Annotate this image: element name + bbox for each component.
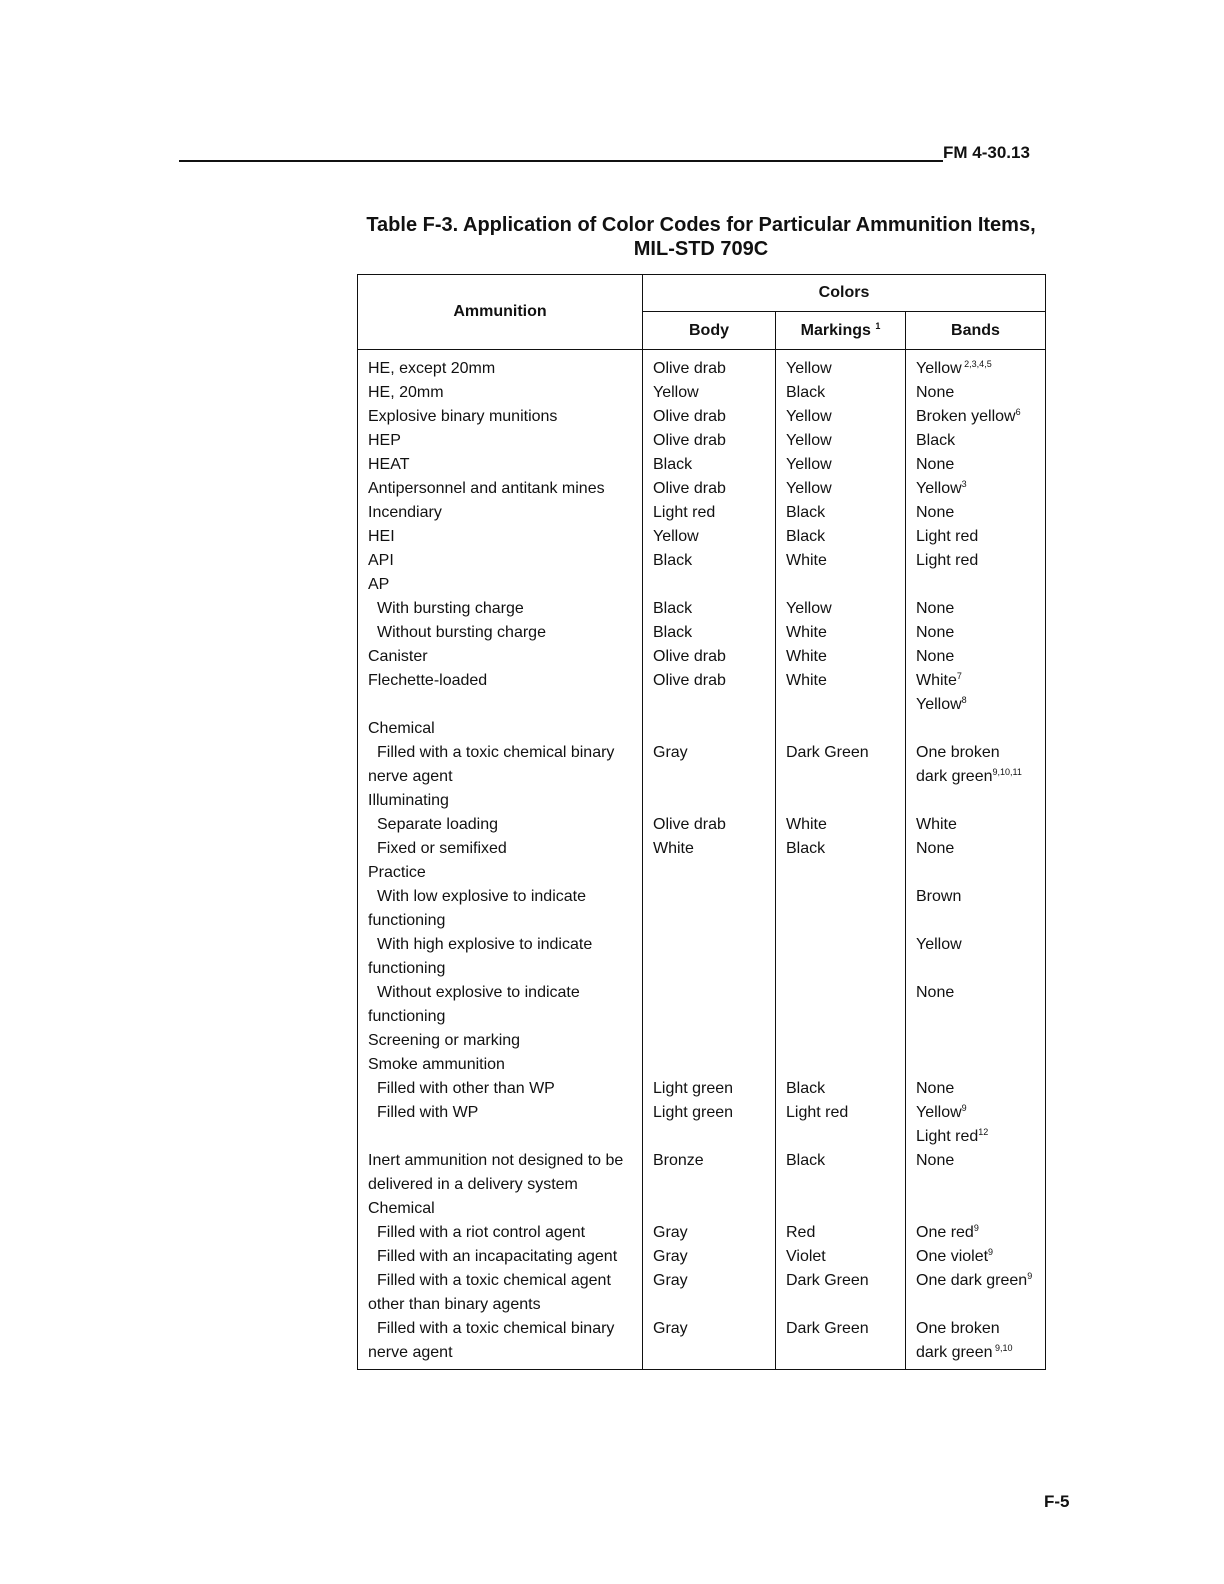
cell-markings-color: Light red bbox=[776, 1101, 906, 1149]
ammunition-label: Practice bbox=[368, 864, 426, 881]
band-entry bbox=[916, 741, 1045, 765]
band-entry bbox=[916, 885, 1045, 909]
ammunition-label: Without bursting charge bbox=[377, 624, 546, 641]
cell-body-color: Yellow bbox=[643, 525, 776, 549]
cell-bands-color bbox=[906, 1149, 1046, 1197]
ammunition-label-continued: functioning bbox=[368, 912, 446, 929]
cell-bands-color bbox=[906, 717, 1046, 741]
band-entry bbox=[916, 597, 1045, 621]
band-entry bbox=[916, 1221, 1045, 1245]
ammunition-label: Flechette-loaded bbox=[368, 672, 488, 689]
ammunition-label: Filled with WP bbox=[377, 1104, 479, 1121]
cell-bands-color bbox=[906, 1221, 1046, 1245]
table-row bbox=[358, 405, 1046, 429]
cell-markings-color: White bbox=[776, 621, 906, 645]
cell-body-color: Black bbox=[643, 453, 776, 477]
band-text: Black bbox=[916, 432, 956, 449]
band-entry bbox=[916, 1317, 1045, 1341]
cell-ammunition bbox=[358, 453, 643, 477]
cell-markings-color: Black bbox=[776, 837, 906, 861]
band-text: None bbox=[916, 984, 955, 1001]
cell-markings-color bbox=[776, 861, 906, 885]
band-footnote: 12 bbox=[978, 1127, 989, 1137]
cell-bands-color bbox=[906, 933, 1046, 981]
ammunition-label: API bbox=[368, 552, 394, 569]
cell-ammunition bbox=[358, 405, 643, 429]
cell-ammunition bbox=[358, 597, 643, 621]
cell-bands-color bbox=[906, 789, 1046, 813]
cell-markings-color: Yellow bbox=[776, 350, 906, 382]
table-row bbox=[358, 717, 1046, 741]
ammunition-label-continued: functioning bbox=[368, 1008, 446, 1025]
ammunition-label: Chemical bbox=[368, 1200, 435, 1217]
cell-markings-color bbox=[776, 789, 906, 813]
cell-markings-color: Black bbox=[776, 525, 906, 549]
cell-body-color: Olive drab bbox=[643, 405, 776, 429]
cell-markings-color: Black bbox=[776, 381, 906, 405]
cell-body-color: White bbox=[643, 837, 776, 861]
band-footnote: 2,3,4,5 bbox=[961, 359, 992, 369]
cell-ammunition bbox=[358, 1317, 643, 1370]
cell-body-color: Light red bbox=[643, 501, 776, 525]
band-text: Brown bbox=[916, 888, 962, 905]
band-entry bbox=[916, 765, 1045, 789]
cell-bands-color bbox=[906, 453, 1046, 477]
cell-bands-color bbox=[906, 1317, 1046, 1370]
cell-body-color: Olive drab bbox=[643, 350, 776, 382]
band-entry bbox=[916, 1125, 1045, 1149]
band-entry bbox=[916, 405, 1045, 429]
cell-markings-color: White bbox=[776, 813, 906, 837]
table-row bbox=[358, 429, 1046, 453]
cell-bands-color bbox=[906, 429, 1046, 453]
band-footnote: 7 bbox=[956, 671, 962, 681]
cell-bands-color bbox=[906, 621, 1046, 645]
ammunition-label: Filled with a toxic chemical binary bbox=[377, 1320, 615, 1337]
ammunition-label-continued: other than binary agents bbox=[368, 1296, 541, 1313]
band-text: None bbox=[916, 1152, 955, 1169]
cell-markings-color bbox=[776, 1053, 906, 1077]
ammunition-label: HEI bbox=[368, 528, 395, 545]
band-entry bbox=[916, 933, 1045, 957]
color-codes-table bbox=[357, 274, 1046, 1370]
cell-markings-color: Black bbox=[776, 1077, 906, 1101]
cell-body-color bbox=[643, 861, 776, 885]
ammunition-label: With bursting charge bbox=[377, 600, 524, 617]
band-entry bbox=[916, 837, 1045, 861]
ammunition-label-continued: delivered in a delivery system bbox=[368, 1176, 578, 1193]
cell-ammunition bbox=[358, 429, 643, 453]
band-text: None bbox=[916, 384, 955, 401]
band-text: One dark green bbox=[916, 1272, 1028, 1289]
table-row bbox=[358, 1245, 1046, 1269]
cell-bands-color bbox=[906, 405, 1046, 429]
table-row bbox=[358, 477, 1046, 501]
cell-body-color: Olive drab bbox=[643, 645, 776, 669]
cell-ammunition bbox=[358, 741, 643, 789]
table-row bbox=[358, 549, 1046, 573]
table-row bbox=[358, 1053, 1046, 1077]
band-footnote: 9 bbox=[961, 1103, 967, 1113]
band-entry bbox=[916, 549, 1045, 573]
band-footnote: 9 bbox=[1027, 1271, 1033, 1281]
cell-body-color: Gray bbox=[643, 1269, 776, 1317]
cell-bands-color bbox=[906, 573, 1046, 597]
band-text: None bbox=[916, 504, 955, 521]
table-row bbox=[358, 350, 1046, 382]
band-text: None bbox=[916, 648, 955, 665]
cell-body-color bbox=[643, 717, 776, 741]
cell-markings-color: Dark Green bbox=[776, 1269, 906, 1317]
cell-markings-color: Dark Green bbox=[776, 741, 906, 789]
ammunition-label: HEAT bbox=[368, 456, 410, 473]
header-colors: Colors bbox=[643, 275, 1046, 312]
cell-body-color: Yellow bbox=[643, 381, 776, 405]
cell-markings-color bbox=[776, 981, 906, 1029]
band-entry bbox=[916, 693, 1045, 717]
band-text: Yellow bbox=[916, 480, 962, 497]
cell-markings-color: Yellow bbox=[776, 597, 906, 621]
band-entry bbox=[916, 1101, 1045, 1125]
ammunition-label: Filled with a riot control agent bbox=[377, 1224, 586, 1241]
band-entry bbox=[916, 525, 1045, 549]
cell-ammunition bbox=[358, 549, 643, 573]
cell-bands-color bbox=[906, 381, 1046, 405]
band-entry bbox=[916, 621, 1045, 645]
table-row bbox=[358, 621, 1046, 645]
band-entry bbox=[916, 813, 1045, 837]
cell-ammunition bbox=[358, 933, 643, 981]
cell-bands-color bbox=[906, 501, 1046, 525]
cell-body-color: Gray bbox=[643, 741, 776, 789]
cell-bands-color bbox=[906, 1197, 1046, 1221]
cell-bands-color bbox=[906, 813, 1046, 837]
cell-ammunition bbox=[358, 981, 643, 1029]
cell-ammunition bbox=[358, 1197, 643, 1221]
band-text: Light red bbox=[916, 528, 979, 545]
cell-bands-color bbox=[906, 741, 1046, 789]
table-row bbox=[358, 573, 1046, 597]
table-row bbox=[358, 837, 1046, 861]
table-row bbox=[358, 813, 1046, 837]
band-footnote: 3 bbox=[961, 479, 967, 489]
cell-ammunition bbox=[358, 1245, 643, 1269]
ammunition-label: Incendiary bbox=[368, 504, 442, 521]
ammunition-label: Illuminating bbox=[368, 792, 449, 809]
band-text: dark green bbox=[916, 768, 993, 785]
cell-markings-color: Yellow bbox=[776, 453, 906, 477]
cell-markings-color: Yellow bbox=[776, 405, 906, 429]
cell-markings-color bbox=[776, 717, 906, 741]
cell-ammunition bbox=[358, 1149, 643, 1197]
cell-bands-color bbox=[906, 525, 1046, 549]
band-footnote: 9 bbox=[973, 1223, 979, 1233]
header-body: Body bbox=[643, 312, 776, 350]
ammunition-label: Chemical bbox=[368, 720, 435, 737]
cell-body-color bbox=[643, 885, 776, 933]
ammunition-label: Separate loading bbox=[377, 816, 498, 833]
band-text: One red bbox=[916, 1224, 974, 1241]
cell-bands-color bbox=[906, 837, 1046, 861]
ammunition-label-continued: nerve agent bbox=[368, 1344, 453, 1361]
band-text: None bbox=[916, 1080, 955, 1097]
cell-markings-color: Red bbox=[776, 1221, 906, 1245]
band-entry bbox=[916, 501, 1045, 525]
cell-ammunition bbox=[358, 837, 643, 861]
table-body bbox=[358, 350, 1046, 1370]
table-row bbox=[358, 789, 1046, 813]
cell-markings-color bbox=[776, 573, 906, 597]
document-number: FM 4-30.13 bbox=[943, 143, 1030, 162]
cell-bands-color bbox=[906, 669, 1046, 717]
cell-body-color: Gray bbox=[643, 1245, 776, 1269]
band-text: dark green bbox=[916, 1344, 993, 1361]
cell-ammunition bbox=[358, 645, 643, 669]
table-row bbox=[358, 381, 1046, 405]
table-row bbox=[358, 1149, 1046, 1197]
ammunition-label: HE, 20mm bbox=[368, 384, 444, 401]
cell-markings-color bbox=[776, 933, 906, 981]
cell-ammunition bbox=[358, 501, 643, 525]
table-row bbox=[358, 1101, 1046, 1149]
table-title-line-2: MIL-STD 709C bbox=[633, 238, 769, 260]
band-entry bbox=[916, 981, 1045, 1005]
cell-bands-color bbox=[906, 1053, 1046, 1077]
header-markings-label: Markings bbox=[800, 321, 871, 339]
cell-ammunition bbox=[358, 885, 643, 933]
cell-bands-color bbox=[906, 1245, 1046, 1269]
table-row bbox=[358, 501, 1046, 525]
cell-bands-color bbox=[906, 1269, 1046, 1317]
cell-body-color bbox=[643, 1029, 776, 1053]
band-footnote: 9,10,11 bbox=[992, 767, 1022, 777]
cell-bands-color bbox=[906, 861, 1046, 885]
band-entry bbox=[916, 477, 1045, 501]
cell-bands-color bbox=[906, 645, 1046, 669]
table-row bbox=[358, 981, 1046, 1029]
band-entry bbox=[916, 453, 1045, 477]
band-footnote: 6 bbox=[1015, 407, 1021, 417]
band-footnote: 9,10 bbox=[992, 1343, 1013, 1353]
cell-markings-color: Dark Green bbox=[776, 1317, 906, 1370]
cell-ammunition bbox=[358, 1221, 643, 1245]
cell-bands-color bbox=[906, 981, 1046, 1029]
table-row bbox=[358, 1077, 1046, 1101]
cell-bands-color bbox=[906, 1101, 1046, 1149]
cell-body-color bbox=[643, 981, 776, 1029]
cell-bands-color bbox=[906, 885, 1046, 933]
band-text: Light red bbox=[916, 552, 979, 569]
band-text: None bbox=[916, 600, 955, 617]
cell-bands-color bbox=[906, 477, 1046, 501]
cell-body-color bbox=[643, 573, 776, 597]
cell-markings-color: Violet bbox=[776, 1245, 906, 1269]
cell-markings-color: White bbox=[776, 645, 906, 669]
ammunition-label: Filled with an incapacitating agent bbox=[377, 1248, 618, 1265]
table-row bbox=[358, 741, 1046, 789]
header-rule bbox=[179, 160, 943, 162]
band-text: Yellow bbox=[916, 1104, 962, 1121]
band-text: Broken yellow bbox=[916, 408, 1016, 425]
page-number: F-5 bbox=[1044, 1492, 1070, 1511]
band-entry bbox=[916, 357, 1045, 381]
cell-ammunition bbox=[358, 573, 643, 597]
cell-markings-color: Yellow bbox=[776, 429, 906, 453]
ammunition-label: HE, except 20mm bbox=[368, 360, 496, 377]
header-markings bbox=[776, 312, 906, 350]
cell-body-color: Light green bbox=[643, 1077, 776, 1101]
table-row bbox=[358, 1221, 1046, 1245]
cell-ammunition bbox=[358, 1269, 643, 1317]
band-text: White bbox=[916, 672, 957, 689]
table-row bbox=[358, 669, 1046, 717]
ammunition-label: Filled with a toxic chemical binary bbox=[377, 744, 615, 761]
cell-body-color: Light green bbox=[643, 1101, 776, 1149]
table-row bbox=[358, 525, 1046, 549]
cell-markings-color: White bbox=[776, 549, 906, 573]
table-row bbox=[358, 933, 1046, 981]
cell-markings-color bbox=[776, 1197, 906, 1221]
band-footnote: 8 bbox=[961, 695, 967, 705]
header-ammunition: Ammunition bbox=[358, 275, 643, 350]
cell-ammunition bbox=[358, 861, 643, 885]
ammunition-label: Filled with other than WP bbox=[377, 1080, 555, 1097]
band-entry bbox=[916, 1245, 1045, 1269]
cell-ammunition bbox=[358, 1029, 643, 1053]
cell-body-color: Olive drab bbox=[643, 477, 776, 501]
band-text: One broken bbox=[916, 1320, 1000, 1337]
table-row bbox=[358, 1029, 1046, 1053]
ammunition-label: Explosive binary munitions bbox=[368, 408, 558, 425]
table-row bbox=[358, 861, 1046, 885]
cell-ammunition bbox=[358, 813, 643, 837]
cell-body-color: Black bbox=[643, 621, 776, 645]
cell-ammunition bbox=[358, 381, 643, 405]
cell-body-color: Gray bbox=[643, 1221, 776, 1245]
band-text: None bbox=[916, 624, 955, 641]
table-row bbox=[358, 645, 1046, 669]
ammunition-label: AP bbox=[368, 576, 390, 593]
ammunition-label-continued: nerve agent bbox=[368, 768, 453, 785]
cell-body-color: Black bbox=[643, 549, 776, 573]
cell-ammunition bbox=[358, 789, 643, 813]
band-entry bbox=[916, 669, 1045, 693]
ammunition-label: With high explosive to indicate bbox=[377, 936, 593, 953]
cell-body-color: Black bbox=[643, 597, 776, 621]
cell-markings-color: White bbox=[776, 669, 906, 717]
cell-body-color bbox=[643, 933, 776, 981]
cell-bands-color bbox=[906, 597, 1046, 621]
band-entry bbox=[916, 1341, 1045, 1365]
band-footnote: 9 bbox=[988, 1247, 994, 1257]
band-text: White bbox=[916, 816, 957, 833]
band-entry bbox=[916, 381, 1045, 405]
band-entry bbox=[916, 1149, 1045, 1173]
ammunition-label: Smoke ammunition bbox=[368, 1056, 505, 1073]
band-text: Light red bbox=[916, 1128, 979, 1145]
ammunition-label: Screening or marking bbox=[368, 1032, 521, 1049]
table-row bbox=[358, 597, 1046, 621]
band-text: None bbox=[916, 456, 955, 473]
table-row bbox=[358, 1269, 1046, 1317]
cell-body-color: Olive drab bbox=[643, 429, 776, 453]
cell-body-color bbox=[643, 789, 776, 813]
band-entry bbox=[916, 1077, 1045, 1101]
cell-markings-color: Yellow bbox=[776, 477, 906, 501]
cell-body-color: Gray bbox=[643, 1317, 776, 1370]
header-bands: Bands bbox=[906, 312, 1046, 350]
cell-body-color: Olive drab bbox=[643, 813, 776, 837]
cell-body-color: Bronze bbox=[643, 1149, 776, 1197]
band-entry bbox=[916, 645, 1045, 669]
cell-ammunition bbox=[358, 669, 643, 717]
table-row bbox=[358, 1197, 1046, 1221]
ammunition-label: Without explosive to indicate bbox=[377, 984, 580, 1001]
cell-ammunition bbox=[358, 1053, 643, 1077]
cell-bands-color bbox=[906, 1029, 1046, 1053]
table-row bbox=[358, 453, 1046, 477]
ammunition-label: Inert ammunition not designed to be bbox=[368, 1152, 624, 1169]
cell-ammunition bbox=[358, 1077, 643, 1101]
band-text: Yellow bbox=[916, 696, 962, 713]
band-text: Yellow bbox=[916, 360, 962, 377]
ammunition-label: With low explosive to indicate bbox=[377, 888, 586, 905]
header-markings-footnote: 1 bbox=[875, 320, 881, 331]
ammunition-label: Filled with a toxic chemical agent bbox=[377, 1272, 611, 1289]
cell-bands-color bbox=[906, 1077, 1046, 1101]
cell-markings-color: Black bbox=[776, 501, 906, 525]
cell-body-color bbox=[643, 1197, 776, 1221]
ammunition-label: Canister bbox=[368, 648, 428, 665]
cell-ammunition bbox=[358, 525, 643, 549]
cell-body-color bbox=[643, 1053, 776, 1077]
cell-ammunition bbox=[358, 717, 643, 741]
cell-bands-color bbox=[906, 350, 1046, 382]
cell-markings-color: Black bbox=[776, 1149, 906, 1197]
band-entry bbox=[916, 429, 1045, 453]
band-entry bbox=[916, 1269, 1045, 1293]
table-row bbox=[358, 885, 1046, 933]
table-row bbox=[358, 1317, 1046, 1370]
ammunition-label: Fixed or semifixed bbox=[377, 840, 507, 857]
cell-body-color: Olive drab bbox=[643, 669, 776, 717]
table-title bbox=[358, 213, 1044, 261]
cell-ammunition bbox=[358, 621, 643, 645]
table-title-line-1: Table F-3. Application of Color Codes for Particular Ammunition Items, bbox=[366, 214, 1036, 236]
ammunition-label: HEP bbox=[368, 432, 401, 449]
cell-bands-color bbox=[906, 549, 1046, 573]
band-text: One broken bbox=[916, 744, 1000, 761]
cell-ammunition bbox=[358, 1101, 643, 1149]
cell-ammunition bbox=[358, 350, 643, 382]
band-text: Yellow bbox=[916, 936, 962, 953]
cell-markings-color bbox=[776, 885, 906, 933]
band-text: One violet bbox=[916, 1248, 989, 1265]
ammunition-label-continued: functioning bbox=[368, 960, 446, 977]
band-text: None bbox=[916, 840, 955, 857]
cell-markings-color bbox=[776, 1029, 906, 1053]
cell-ammunition bbox=[358, 477, 643, 501]
ammunition-label: Antipersonnel and antitank mines bbox=[368, 480, 605, 497]
